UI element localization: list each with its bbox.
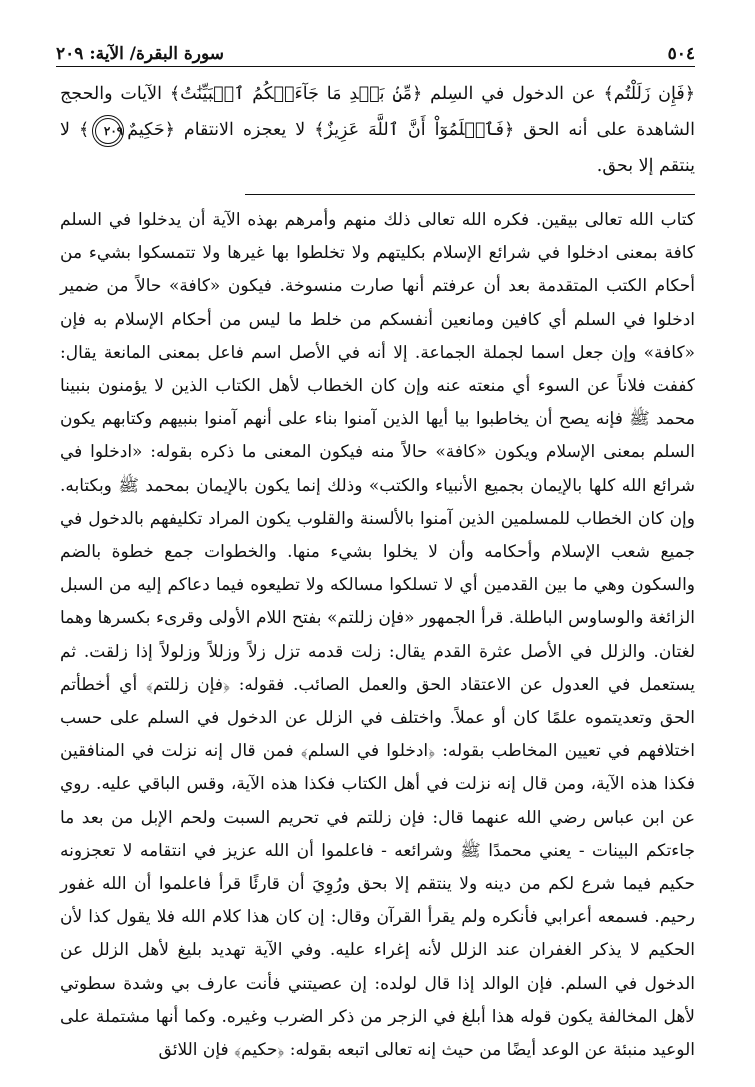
verse-section bbox=[60, 76, 695, 184]
page-number: ٥٠٤ bbox=[667, 44, 695, 64]
header-divider bbox=[56, 66, 695, 67]
verse-text: ﴿فَإِن زَلَلْتُم﴾ عن الدخول في السِلم ﴿مِّنۢ بَعۡدِ مَا جَآءَتۡكُمُ ٱلۡبَيِّنَٰتُ﴾ الآيات والحجج الشاهدة على أنه الحق ﴿فَٱعۡلَمُوٓاْ أَنَّ ٱللَّهَ عَزِيزٌ﴾ لا يعجزه الانتقام ﴿حَكِيمٌ bbox=[60, 84, 695, 140]
commentary-body: كتاب الله تعالى بيقين. فكره الله تعالى ذلك منهم وأمرهم بهذه الآية أن يدخلوا في السلم كافة بمعنى ادخلوا في شرائع الإسلام بكليتهم ولا تخلطوا بها غيرها ولا تتمسكوا بشيء من أحكام الكتب المتقدمة بعد أن عرفتم أنها صارت منسوخة. فيكون «كافة» حالاً من ضمير ادخلوا في السلم أي كافين ومانعين أنفسكم من خلط ما ليس من أحكام الإسلام به فإن «كافة» وإن جعل اسما لجملة الجماعة. إلا أنه في الأصل اسم فاعل بمعنى المانعة يقال: كففت فلاناً عن السوء أي منعته عنه وإن كان الخطاب لأهل الكتاب الذين لا يؤمنون بنبينا محمد ﷺ فإنه يصح أن يخاطبوا بيا أيها الذين آمنوا بناء على أنهم آمنوا بنبيهم وكتابهم يكون السلم بمعنى الإسلام ويكون «كافة» حالاً منه فيكون المعنى ما ذكره بقوله: «ادخلوا في شرائع الله كلها بالإيمان بجميع الأنبياء والكتب» وذلك إنما يكون بالإيمان بمحمد ﷺ وبكتابه. وإن كان الخطاب للمسلمين الذين آمنوا بالألسنة والقلوب يكون المراد تكليفهم بالدخول في جميع شعب الإسلام وأحكامه وأن لا يخلوا بشيء منها. والخطوات جمع خطوة بالضم والسكون وهي ما بين القدمين أي لا تسلكوا مسالكه ولا تطيعوه فيما دعاكم إليه من السبل الزائغة والوساوس الباطلة. قرأ الجمهور «فإن زللتم» بفتح اللام الأولى وقرىء بكسرها وهما لغتان. والزلل في الأصل عثرة القدم يقال: زلت قدمه تزل زلاً وزللاً وزلولاً إذا زلقت. ثم يستعمل في العدول عن الاعتقاد الحق والعمل الصائب. فقوله: ﴿فإن زللتم﴾ أي أخطأتم الحق وتعديتموه علمًا كان أو عملاً. واختلف في الزلل عن الدخول في السلم على حسب اختلافهم في تعيين المخاطب بقوله: ﴿ادخلوا في السلم﴾ فمن قال إنه نزلت في المنافقين فكذا هذه الآية، ومن قال إنه نزلت في أهل الكتاب فكذا هذه الآية، وقس الباقي عليه. روي عن ابن عباس رضي الله عنهما قال: فإن زللتم في تحريم السبت ولحم الإبل من بعد ما جاءتكم البينات - يعني محمدًا ﷺ وشرائعه - فاعلموا أن الله عزيز في انتقامه لا تعجزونه حكيم فيما شرع لكم من دينه ولا ينتقم إلا بحق ورُوِيَ أن قارئًا قرأ فاعلموا أن الله غفور رحيم. فسمعه أعرابي فأنكره ولم يقرأ القرآن وقال: إن كان هذا كلام الله فلا يقول كذا لأن الحكيم لا يذكر الغفران عند الزلل لأنه إغراء عليه. وفي الآية تهديد بليغ لأهل الزلل عن الدخول في السلم. فإن الوالد إذا قال لولده: إن عصيتني فأنت عارف بي وشدة سطوتي لأهل المخالفة يكون قوله هذا أبلغ في الزجر من ذكر الضرب وغيره. وكما أنها مشتملة على الوعيد منبئة عن الوعد أيضًا من حيث إنه تعالى اتبعه بقوله: ﴿حكيم﴾ فإن اللائق bbox=[60, 210, 695, 1061]
verse-text-tail: ﴾ لا ينتقم إلا بحق. bbox=[60, 120, 695, 176]
surah-info: سورة البقرة/ الآية: ٢٠٩ bbox=[56, 44, 224, 64]
ayah-number-marker: ٢٠٩ bbox=[92, 115, 124, 147]
verse-divider bbox=[245, 194, 695, 195]
page-header bbox=[56, 34, 695, 64]
